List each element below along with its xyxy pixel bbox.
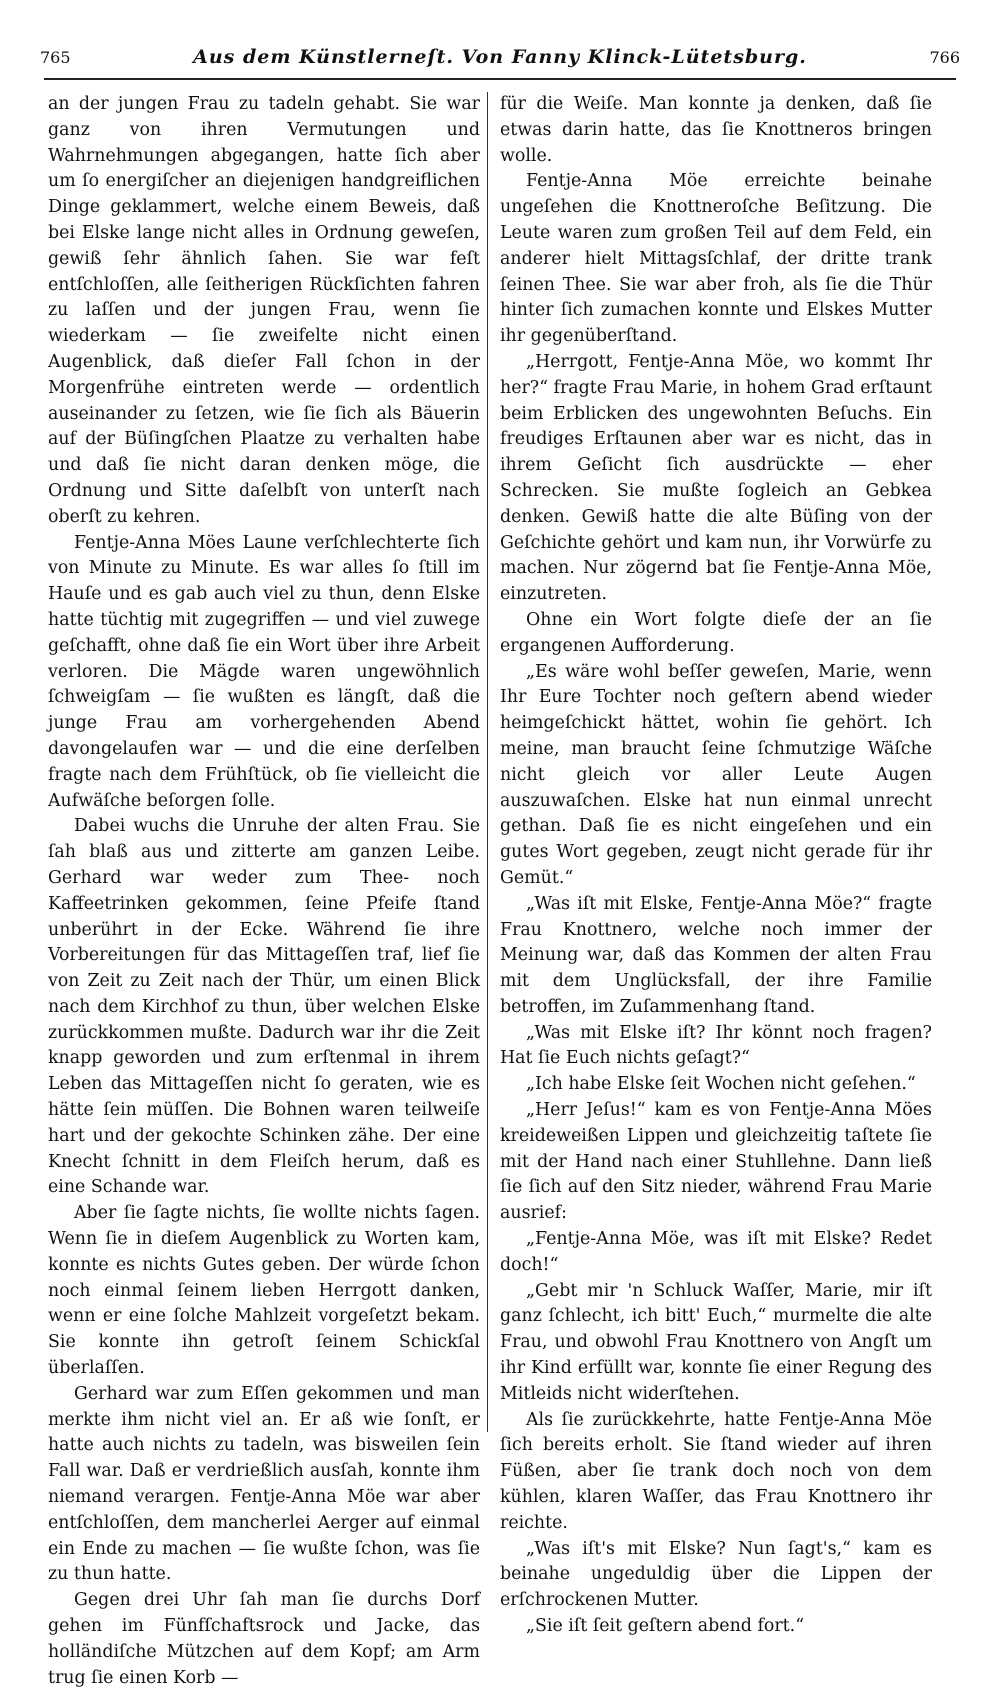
paragraph: Gerhard war zum Eſſen gekommen und man merkte ihm nicht viel an. Er aß wie ſonſt, er hatte auch nichts zu tadeln, was bisweilen ſein Fall war. Daß er verdrießlich ausſah, konnte ihm niemand verargen. Fentje-Anna Möe war aber entſchloſſen, dem mancherlei Aerger auf einmal ein Ende zu machen — ſie wußte ſchon, was ſie zu thun hatte. xyxy=(48,1383,480,1585)
header-rule xyxy=(44,78,956,80)
page-number-left: 765 xyxy=(40,48,71,67)
paragraph: „Was iſt's mit Elske? Nun ſagt's,“ kam es beinahe ungeduldig über die Lippen der erſchrockenen Mutter. xyxy=(500,1538,932,1611)
left-column xyxy=(48,92,480,1691)
paragraph: Fentje-Anna Möe erreichte beinahe ungeſehen die Knottneroſche Beſitzung. Die Leute waren zum großen Teil auf dem Feld, ein anderer hielt Mittagsſchlaf, der dritte trank ſeinen Thee. Sie war aber froh, als ſie die Thür hinter ſich zumachen konnte und Elskes Mutter ihr gegenüberſtand. xyxy=(500,171,932,347)
paragraph: „Was mit Elske iſt? Ihr könnt noch fragen? Hat ſie Euch nichts geſagt?“ xyxy=(500,1022,932,1069)
paragraph: „Fentje-Anna Möe, was iſt mit Elske? Redet doch!“ xyxy=(500,1229,932,1275)
paragraph: Gegen drei Uhr ſah man ſie durchs Dorf gehen im Fünfſchaftsrock und Jacke, das holländiſche Mützchen auf dem Kopf; am Arm trug ſie einen Korb — xyxy=(48,1590,480,1688)
paragraph: „Herrgott, Fentje-Anna Möe, wo kommt Ihr her?“ fragte Frau Marie, in hohem Grad erſtaunt beim Erblicken des ungewohnten Beſuchs. Ein freudiges Erſtaunen aber war es nicht, das in ihrem Geſicht ſich ausdrückte — eher Schrecken. Sie mußte ſogleich an Gebkea denken. Gewiß hatte die alte Büſing von der Geſchichte gehört und kam nun, ihr Vorwürfe zu machen. Nur zögernd bat ſie Fentje-Anna Möe, einzutreten. xyxy=(500,351,932,605)
column-divider xyxy=(487,92,488,1432)
paragraph: Aber ſie ſagte nichts, ſie wollte nichts ſagen. Wenn ſie in dieſem Augenblick zu Worten kam, konnte es nichts Gutes geben. Der würde ſchon noch einmal ſeinem lieben Herrgott danken, wenn er eine ſolche Mahlzeit vorgeſetzt bekam. Sie konnte ihn getroſt ſeinem Schickſal überlaſſen. xyxy=(48,1203,480,1379)
paragraph: „Es wäre wohl beſſer geweſen, Marie, wenn Ihr Eure Tochter noch geſtern abend wieder heimgeſchickt hättet, wohin ſie gehört. Ich meine, man braucht ſeine ſchmutzige Wäſche nicht gleich vor aller Leute Augen auszuwaſchen. Elske hat nun einmal unrecht gethan. Daß ſie es nicht eingeſehen und ein gutes Wort gegeben, zeugt nicht gerade für ihr Gemüt.“ xyxy=(500,661,932,888)
paragraph: „Gebt mir 'n Schluck Waſſer, Marie, mir iſt ganz ſchlecht, ich bitt' Euch,“ murmelte die alte Frau, und obwohl Frau Knottnero von Angſt um ihr Kind erfüllt war, konnte ſie einer Regung des Mitleids nicht widerſtehen. xyxy=(500,1280,932,1404)
right-column xyxy=(500,92,932,1640)
paragraph: Dabei wuchs die Unruhe der alten Frau. Sie ſah blaß aus und zitterte am ganzen Leibe. Gerhard war weder zum Thee- noch Kaffeetrinken gekommen, ſeine Pfeife ſtand unberührt in der Ecke. Während ſie ihre Vorbereitungen für das Mittageſſen traf, lief ſie von Zeit zu Zeit nach der Thür, um einen Blick nach dem Kirchhof zu thun, über welchen Elske zurückkommen mußte. Dadurch war ihr die Zeit knapp geworden und zum erſtenmal in ihrem Leben das Mittageſſen nicht ſo geraten, wie es hätte ſein müſſen. Die Bohnen waren teilweiſe hart und der gekochte Schinken zähe. Der eine Knecht ſchnitt in dem Fleiſch herum, daß es eine Schande war. xyxy=(48,816,480,1198)
page-number-right: 766 xyxy=(929,48,960,67)
running-title: Aus dem Künstlerneſt. Von Fanny Klinck-Lütetsburg. xyxy=(193,46,807,68)
paragraph: für die Weiſe. Man konnte ja denken, daß ſie etwas darin hatte, das ſie Knottneros bringen wolle. xyxy=(500,94,932,166)
paragraph: an der jungen Frau zu tadeln gehabt. Sie war ganz von ihren Vermutungen und Wahrnehmungen abgegangen, hatte ſich aber um ſo energiſcher an diejenigen handgreiflichen Dinge geklammert, welche einem Beweis, daß bei Elske lange nicht alles in Ordnung geweſen, gewiß ſehr ähnlich ſahen. Sie war feſt entſchloſſen, alle ſeitherigen Rückſichten fahren zu laſſen und der jungen Frau, wenn ſie wiederkam — ſie zweifelte nicht einen Augenblick, daß dieſer Fall ſchon in der Morgenfrühe eintreten werde — ordentlich auseinander zu ſetzen, wie ſie ſich als Bäuerin auf der Büſingſchen Plaatze zu verhalten habe und daß ſie nicht daran denken möge, die Ordnung und Sitte daſelbſt von unterſt nach oberſt zu kehren. xyxy=(48,94,480,527)
paragraph: Als ſie zurückkehrte, hatte Fentje-Anna Möe ſich bereits erholt. Sie ſtand wieder auf ihren Füßen, aber ſie trank doch noch von dem kühlen, klaren Waſſer, das Frau Knottnero ihr reichte. xyxy=(500,1409,932,1533)
paragraph: Fentje-Anna Möes Laune verſchlechterte ſich von Minute zu Minute. Es war alles ſo ſtill im Hauſe und es gab auch viel zu thun, denn Elske hatte tüchtig mit zugegriffen — und viel zuwege geſchafft, ohne daß ſie ein Wort über ihre Arbeit verloren. Die Mägde waren ungewöhnlich ſchweigſam — ſie wußten es längſt, daß die junge Frau am vorhergehenden Abend davongelaufen war — und die eine derſelben fragte nach dem Frühſtück, ob ſie vielleicht die Aufwäſche beſorgen ſolle. xyxy=(48,532,480,811)
paragraph: „Sie iſt ſeit geſtern abend fort.“ xyxy=(526,1616,805,1637)
paragraph: „Ich habe Elske ſeit Wochen nicht geſehen.“ xyxy=(526,1074,916,1095)
paragraph: Ohne ein Wort folgte dieſe der an ſie ergangenen Aufforderung. xyxy=(500,609,932,656)
paragraph: „Was iſt mit Elske, Fentje-Anna Möe?“ fragte Frau Knottnero, welche noch immer der Meinung war, daß das Kommen der alten Frau mit dem Unglücksfall, der ihre Familie betroffen, im Zuſammenhang ſtand. xyxy=(500,893,932,1017)
paragraph: „Herr Jeſus!“ kam es von Fentje-Anna Möes kreideweißen Lippen und gleichzeitig taſtete ſie mit der Hand nach einer Stuhllehne. Dann ließ ſie ſich auf den Sitz nieder, während Frau Marie ausrief: xyxy=(500,1100,932,1224)
page-header xyxy=(40,46,960,72)
